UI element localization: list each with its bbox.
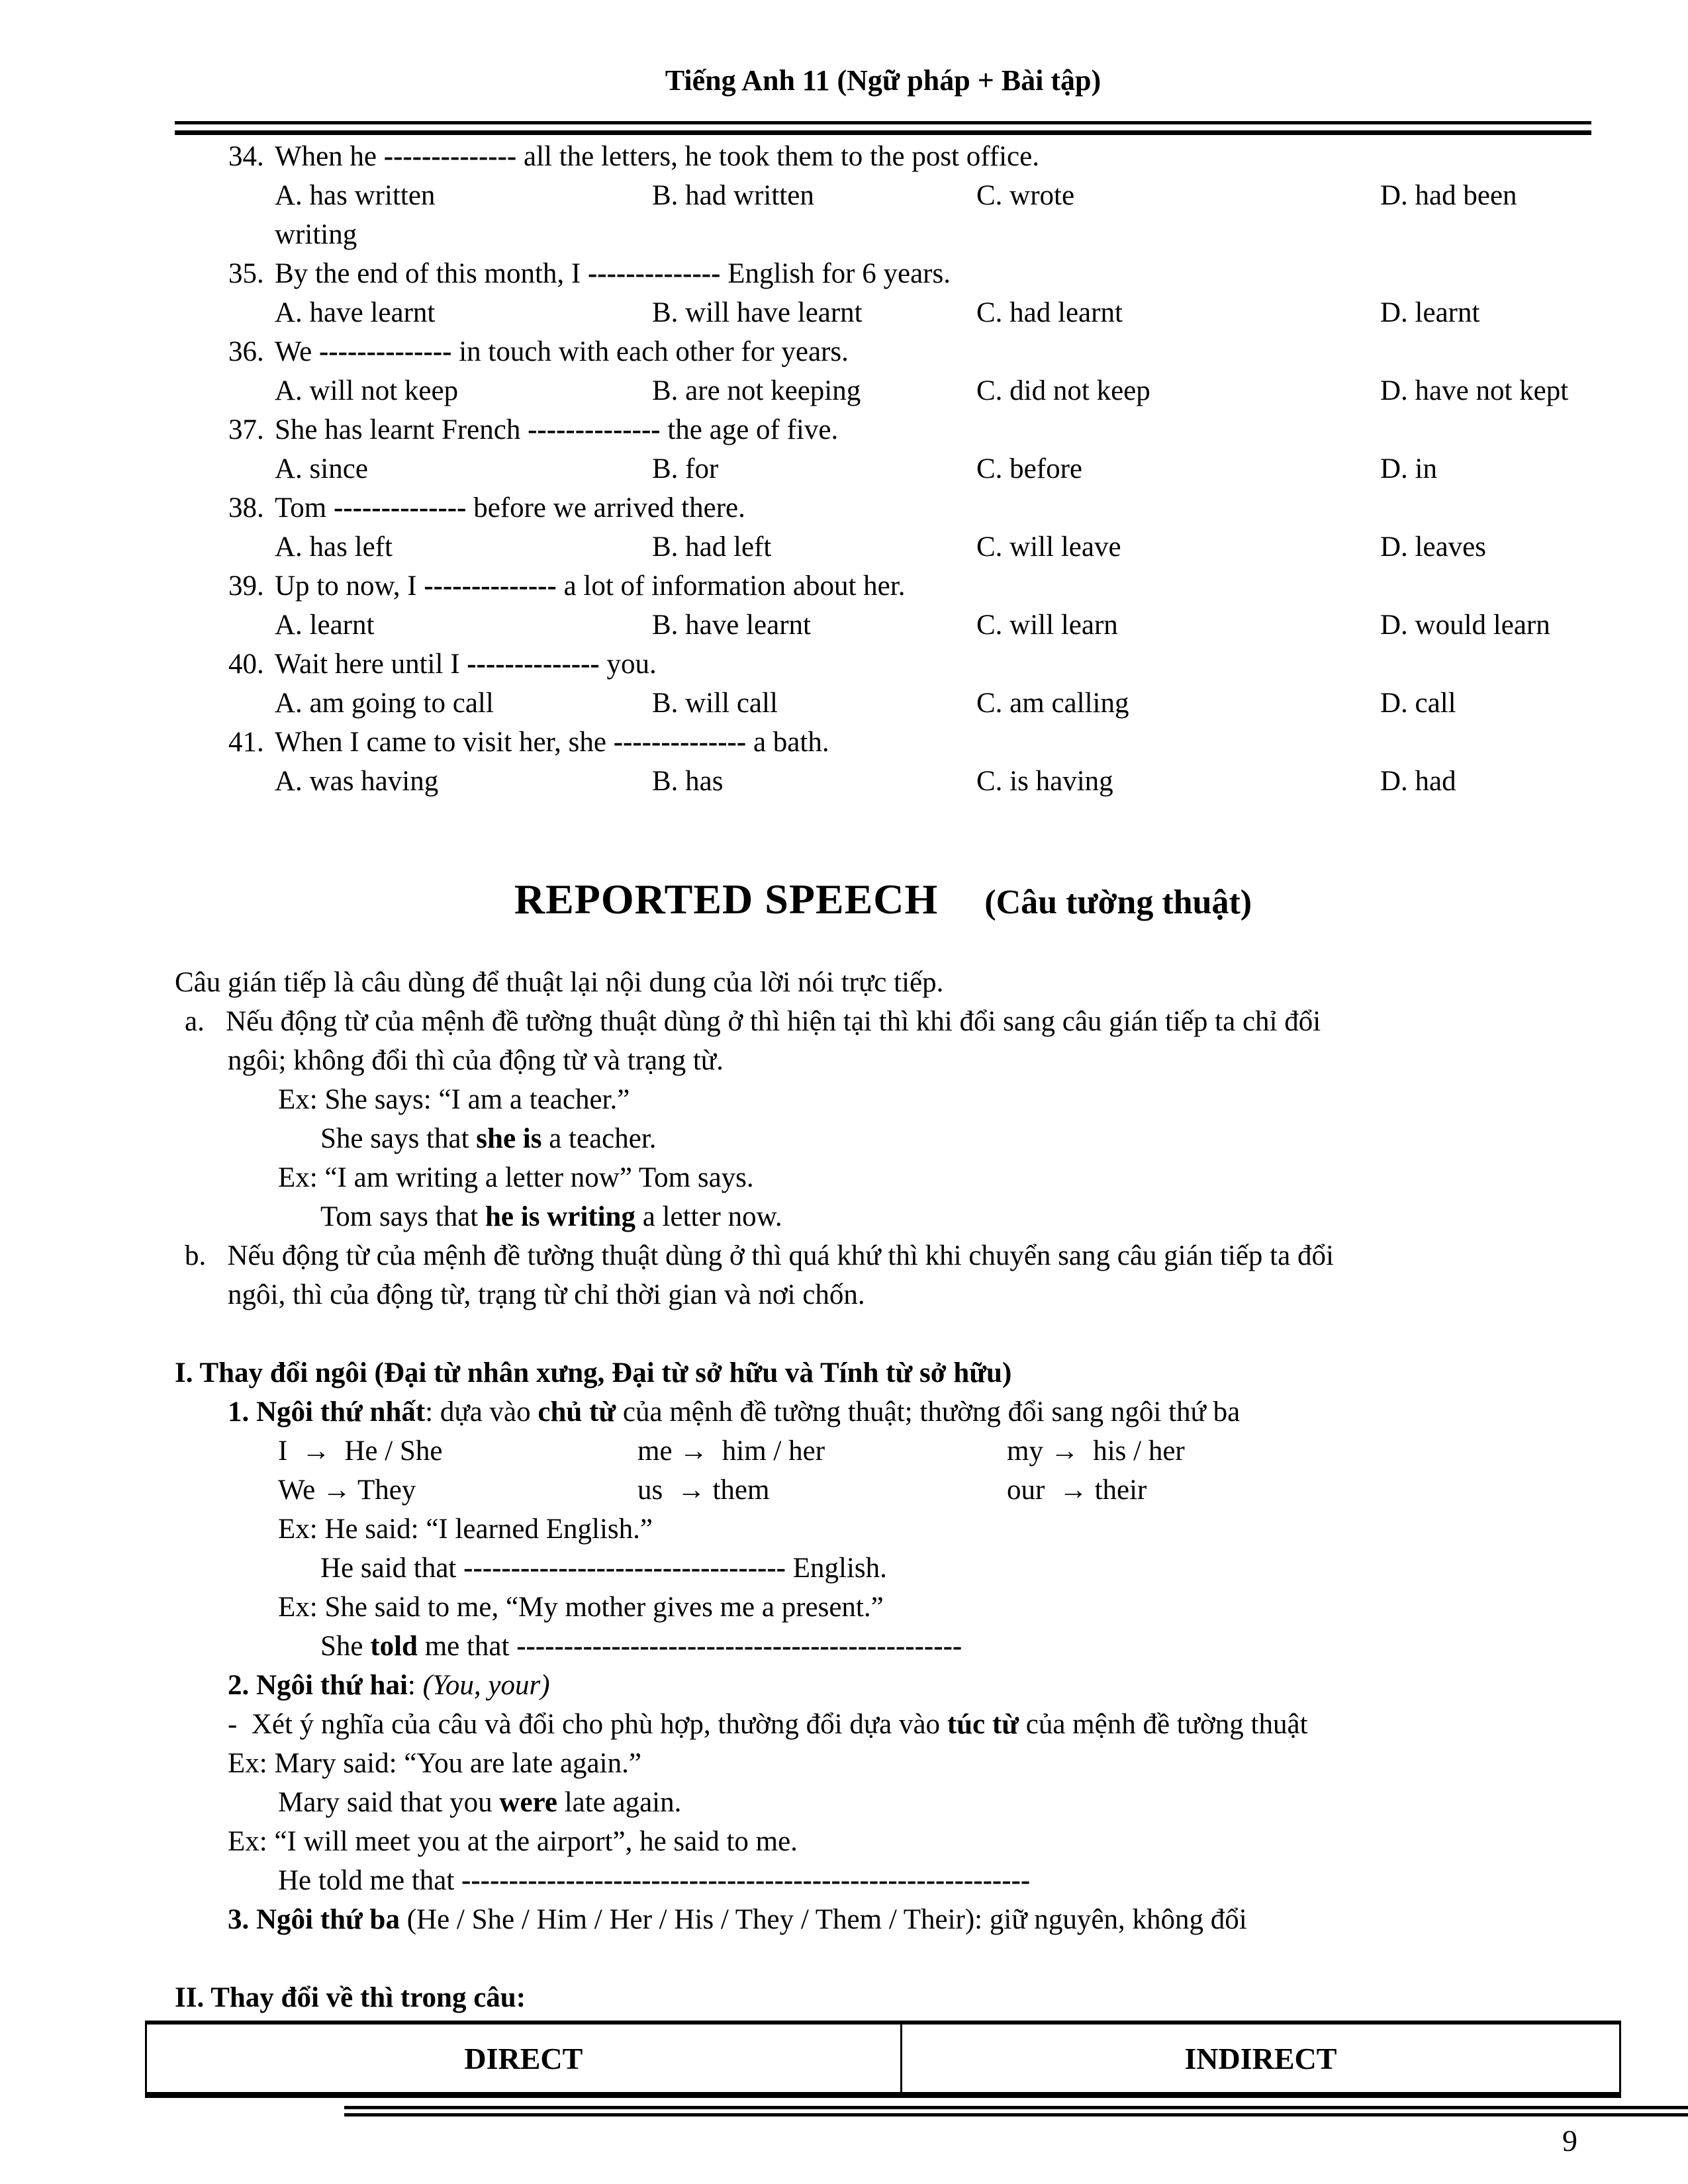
option: C. wrote	[976, 180, 1075, 211]
footer-rule	[344, 2106, 1688, 2116]
question-line	[175, 140, 1602, 179]
option: C. before	[976, 453, 1082, 484]
option: A. learnt	[275, 610, 375, 641]
text-segment: We → They	[278, 1475, 416, 1506]
question-text	[275, 648, 657, 680]
content-line	[175, 1708, 1602, 1747]
text-segment: she is	[476, 1123, 542, 1154]
text-segment: ------------------------------------------------------------	[461, 1865, 1031, 1896]
content-line	[175, 1083, 1602, 1122]
content-text	[228, 1279, 865, 1311]
content-text	[175, 1981, 526, 2014]
option: D. have not kept	[1380, 375, 1569, 406]
text-segment: he is writing	[485, 1201, 635, 1232]
options-line	[175, 296, 1602, 336]
option: A. was having	[275, 766, 439, 797]
content-text	[278, 1083, 630, 1116]
option: B. will call	[652, 688, 778, 719]
option-continuation-line	[175, 218, 1602, 257]
text-segment: He said that	[320, 1553, 464, 1584]
content-line	[175, 1747, 1602, 1786]
question-number: 40.	[228, 649, 264, 680]
text-segment: ngôi, thì của động từ, trạng từ chỉ thời gian và nơi chốn.	[228, 1279, 865, 1310]
option: D. would learn	[1380, 610, 1550, 641]
option: A. am going to call	[275, 688, 494, 719]
text-segment: --------------	[587, 258, 721, 289]
option: D. in	[1380, 453, 1437, 484]
question-line	[175, 414, 1602, 453]
options-line	[175, 687, 1602, 726]
option: C. will leave	[976, 531, 1121, 563]
text-segment: Ex: She says: “I am a teacher.”	[278, 1084, 630, 1115]
text-segment: We	[275, 336, 319, 367]
question-line	[175, 336, 1602, 375]
content-line	[175, 1786, 1602, 1825]
question-number: 38.	[228, 492, 264, 523]
content-line	[175, 1201, 1602, 1240]
text-segment: (You, your)	[422, 1670, 550, 1701]
text-segment: b. Nếu động từ của mệnh đề tường thuật dùng ở thì quá khứ thì khi chuyển sang câu gián tiếp ta đổi	[185, 1240, 1334, 1271]
text-segment: Tom	[275, 492, 334, 523]
content-text	[228, 1825, 798, 1858]
text-segment: Tom says that	[320, 1201, 485, 1232]
text-segment: us → them	[637, 1475, 770, 1506]
option: B. had left	[652, 531, 772, 563]
text-segment: She says that	[320, 1123, 477, 1154]
option: A. will not keep	[275, 375, 459, 406]
content-line	[175, 1161, 1602, 1201]
text-segment: By the end of this month, I	[275, 258, 588, 289]
text-segment: When I came to visit her, she	[275, 727, 614, 758]
text-segment: (He / She / Him / Her / His / They / Them / Their): giữ nguyên, không đổi	[399, 1904, 1247, 1935]
question-text	[275, 492, 745, 524]
pronoun-mapping	[278, 1474, 416, 1506]
content-line	[175, 1396, 1602, 1435]
text-segment: a. Nếu động từ của mệnh đề tường thuật dùng ở thì hiện tại thì khi đổi sang câu gián tiếp ta chỉ đổi	[185, 1006, 1321, 1037]
pronoun-mapping	[1007, 1474, 1147, 1506]
text-segment: Up to now, I	[275, 570, 424, 602]
content-line	[175, 1357, 1602, 1396]
question-line	[175, 570, 1602, 609]
content-lines	[175, 966, 1602, 2021]
content-text	[278, 1513, 653, 1545]
text-segment: English for 6 years.	[720, 258, 951, 289]
option: D. had	[1380, 766, 1456, 797]
page-number: 9	[1562, 2124, 1577, 2158]
question-number: 36.	[228, 336, 264, 367]
question-line	[175, 726, 1602, 765]
content-line	[175, 1825, 1602, 1864]
reported-speech-content	[175, 966, 1602, 2098]
options-line	[175, 531, 1602, 570]
text-segment: Ex: He said: “I learned English.”	[278, 1514, 653, 1545]
text-segment: me → him / her	[637, 1435, 825, 1467]
content-text	[228, 1903, 1247, 1936]
question-text	[275, 140, 1039, 173]
text-segment: ngôi; không đổi thì của động từ và trạng từ.	[228, 1045, 724, 1076]
content-line	[175, 1240, 1602, 1279]
blank-line	[175, 1318, 1602, 1357]
option: D. had been	[1380, 180, 1517, 211]
question-text	[275, 336, 849, 368]
text-segment: She has learnt French	[275, 414, 528, 445]
section-title	[175, 875, 1591, 924]
content-line	[175, 1591, 1602, 1630]
tense-change-table	[145, 2021, 1621, 2098]
content-line	[175, 1005, 1602, 1044]
text-segment: told	[370, 1631, 418, 1662]
content-text	[320, 1201, 782, 1233]
header-rule	[175, 121, 1591, 135]
section-title-main: REPORTED SPEECH	[514, 876, 939, 923]
text-segment: Ex: “I will meet you at the airport”, he said to me.	[228, 1826, 798, 1857]
text-segment: Ex: She said to me, “My mother gives me a present.”	[278, 1592, 884, 1623]
option: D. learnt	[1380, 297, 1480, 328]
content-text	[278, 1161, 754, 1194]
text-segment: của mệnh đề tường thuật; thường đổi sang ngôi thứ ba	[616, 1396, 1241, 1428]
option: B. has	[652, 766, 724, 797]
question-number: 37.	[228, 414, 264, 445]
blank-line	[175, 1942, 1602, 1981]
text-segment: 1. Ngôi thứ nhất	[228, 1396, 426, 1428]
content-text	[228, 1669, 550, 1702]
text-segment: --------------	[383, 141, 517, 172]
content-line	[175, 1552, 1602, 1591]
text-segment: của mệnh đề tường thuật	[1019, 1709, 1308, 1740]
text-segment: Ex: Mary said: “You are late again.”	[228, 1748, 641, 1779]
text-segment: --------------	[318, 336, 452, 367]
page-header-title: Tiếng Anh 11 (Ngữ pháp + Bài tập)	[665, 64, 1102, 97]
text-segment: English.	[786, 1553, 887, 1584]
text-segment: ----------------------------------	[463, 1553, 786, 1584]
option: A. since	[275, 453, 368, 484]
text-segment: Wait here until I	[275, 649, 467, 680]
option: C. did not keep	[976, 375, 1150, 406]
text-segment: :	[407, 1670, 423, 1701]
text-segment: II. Thay đổi về thì trong câu:	[175, 1982, 526, 2013]
text-segment: 3. Ngôi thứ ba	[228, 1904, 400, 1935]
content-line	[175, 966, 1602, 1005]
text-segment: you.	[599, 649, 657, 680]
option: B. for	[652, 453, 719, 484]
pronoun-mapping	[278, 1435, 442, 1467]
content-text	[175, 1357, 1011, 1389]
pronoun-mapping	[1007, 1435, 1185, 1467]
questions-list	[175, 140, 1602, 804]
text-segment: my → his / her	[1007, 1435, 1185, 1467]
text-segment: a bath.	[746, 727, 829, 758]
content-line	[175, 1122, 1602, 1161]
text-segment: in touch with each other for years.	[451, 336, 849, 367]
text-segment: Mary said that you	[278, 1787, 500, 1818]
content-text	[185, 1240, 1334, 1272]
content-text	[228, 1708, 1308, 1741]
content-text	[320, 1552, 887, 1584]
text-segment: --------------	[613, 727, 747, 758]
question-line	[175, 492, 1602, 531]
option: C. had learnt	[976, 297, 1123, 328]
question-number: 39.	[228, 570, 264, 602]
option: A. has left	[275, 531, 393, 563]
text-segment: I. Thay đổi ngôi (Đại từ nhân xưng, Đại từ sở hữu và Tính từ sở hữu)	[175, 1357, 1012, 1388]
text-segment: chủ từ	[538, 1396, 616, 1428]
text-segment: -----------------------------------------------	[516, 1631, 962, 1662]
content-line	[175, 1474, 1602, 1513]
text-segment: our → their	[1007, 1475, 1147, 1506]
options-line	[175, 609, 1602, 648]
options-line	[175, 453, 1602, 492]
content-line	[175, 1279, 1602, 1318]
pronoun-mapping	[637, 1435, 825, 1467]
question-text	[275, 570, 905, 602]
text-segment: --------------	[467, 649, 600, 680]
content-text	[320, 1630, 962, 1662]
text-segment: 2. Ngôi thứ hai	[228, 1670, 408, 1701]
text-segment: a letter now.	[635, 1201, 782, 1232]
content-line	[175, 1903, 1602, 1942]
content-line	[175, 1864, 1602, 1903]
text-segment: He told me that	[278, 1865, 462, 1896]
section-title-sub: (Câu tường thuật)	[984, 884, 1252, 921]
options-line	[175, 765, 1602, 804]
question-text	[275, 726, 829, 758]
question-text	[275, 414, 838, 446]
option: D. call	[1380, 688, 1456, 719]
text-segment: Ex: “I am writing a letter now” Tom says.	[278, 1162, 754, 1193]
content-line	[175, 1630, 1602, 1669]
text-segment: She	[320, 1631, 371, 1662]
options-line	[175, 375, 1602, 414]
text-segment: --------------	[333, 492, 467, 523]
option: D. leaves	[1380, 531, 1486, 563]
option: C. will learn	[976, 610, 1118, 641]
option: A. have learnt	[275, 297, 436, 328]
option: A. has written	[275, 180, 436, 211]
pronoun-mapping	[637, 1474, 769, 1506]
text-segment: When he	[275, 141, 384, 172]
content-line	[175, 1513, 1602, 1552]
content-text	[228, 1396, 1240, 1428]
option: B. had written	[652, 180, 814, 211]
question-line	[175, 648, 1602, 687]
content-text	[228, 1747, 641, 1780]
content-line	[175, 1435, 1602, 1474]
question-number: 41.	[228, 727, 264, 758]
text-segment: - Xét ý nghĩa của câu và đổi cho phù hợp, thường đổi dựa vào	[228, 1709, 947, 1740]
option: C. is having	[976, 766, 1113, 797]
content-line	[175, 1044, 1602, 1083]
text-segment: a lot of information about her.	[556, 570, 906, 602]
content-text	[228, 1044, 724, 1077]
content-text	[320, 1122, 657, 1155]
question-line	[175, 257, 1602, 296]
table-header-direct: DIRECT	[146, 2023, 902, 2095]
option-continuation: writing	[275, 219, 357, 250]
table-header-row	[146, 2023, 1620, 2095]
text-segment: late again.	[557, 1787, 682, 1818]
text-segment: were	[499, 1787, 557, 1818]
option: B. have learnt	[652, 610, 811, 641]
question-text	[275, 257, 951, 290]
text-segment: me that	[417, 1631, 517, 1662]
options-line	[175, 179, 1602, 218]
option: B. will have learnt	[652, 297, 863, 328]
text-segment: the age of five.	[660, 414, 839, 445]
content-text	[185, 1005, 1321, 1038]
question-number: 34.	[228, 141, 264, 172]
content-text	[278, 1591, 884, 1623]
content-text	[278, 1864, 1030, 1897]
text-segment: : dựa vào	[425, 1396, 538, 1428]
text-segment: túc từ	[947, 1709, 1019, 1740]
text-segment: --------------	[424, 570, 557, 602]
text-segment: I → He / She	[278, 1435, 443, 1467]
question-number: 35.	[228, 258, 264, 289]
option: B. are not keeping	[652, 375, 861, 406]
table-header-indirect: INDIRECT	[901, 2023, 1620, 2095]
content-line	[175, 1669, 1602, 1708]
text-segment: a teacher.	[541, 1123, 657, 1154]
text-segment: --------------	[528, 414, 661, 445]
option: C. am calling	[976, 688, 1129, 719]
text-segment: all the letters, he took them to the post office.	[516, 141, 1039, 172]
content-text	[175, 966, 943, 999]
content-text	[278, 1786, 681, 1819]
content-line	[175, 1981, 1602, 2021]
text-segment: Câu gián tiếp là câu dùng để thuật lại nội dung của lời nói trực tiếp.	[175, 967, 944, 998]
text-segment: before we arrived there.	[466, 492, 745, 523]
